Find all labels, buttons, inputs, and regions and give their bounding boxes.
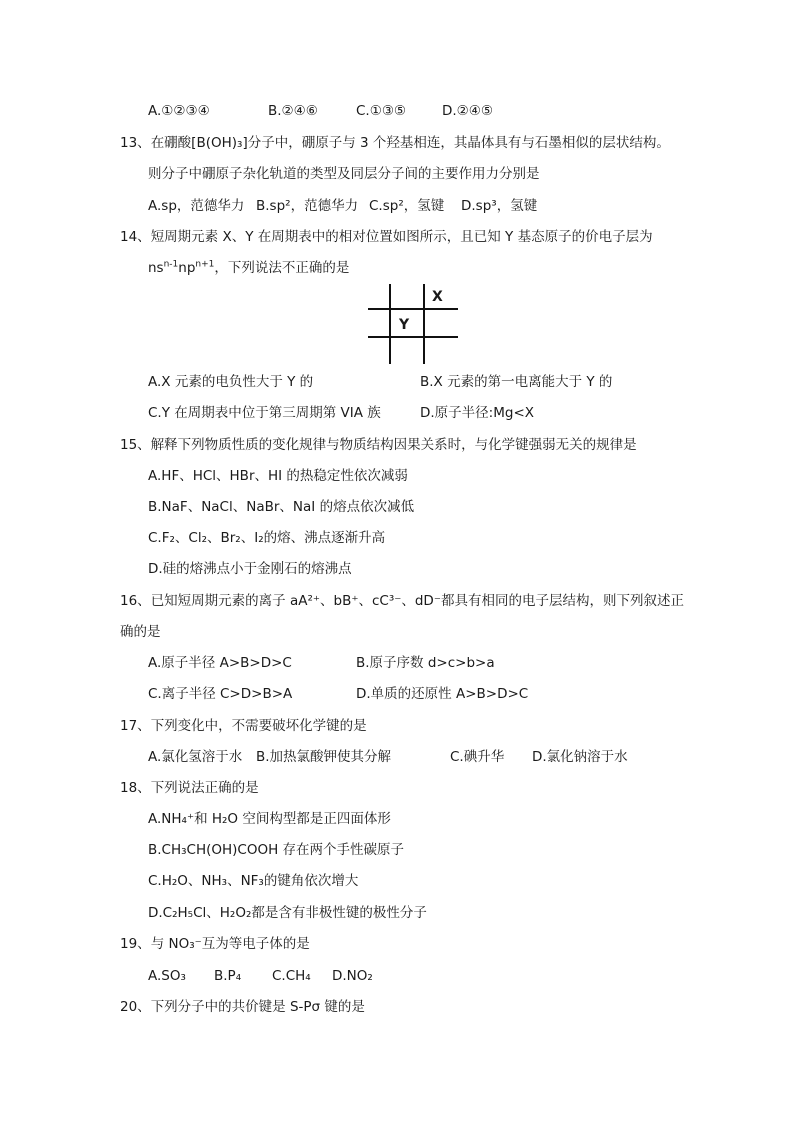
periodic-table-grid xyxy=(368,284,458,364)
q15-option-d: D.硅的熔沸点小于金刚石的熔沸点 xyxy=(148,561,352,577)
grid-hline-2 xyxy=(368,336,458,338)
question-19 xyxy=(120,934,310,954)
q14-option-a: A.X 元素的电负性大于 Y 的 xyxy=(148,374,314,390)
q17-option-d: D.氯化钠溶于水 xyxy=(532,749,628,765)
question-13 xyxy=(120,133,670,153)
grid-vline-2 xyxy=(423,284,425,364)
q15-option-b: B.NaF、NaCl、NaBr、NaI 的熔点依次减低 xyxy=(148,499,415,515)
q17-number: 17、 xyxy=(120,718,151,734)
q15-stem: 解释下列物质性质的变化规律与物质结构因果关系时，与化学键强弱无关的规律是 xyxy=(150,437,637,453)
q16-option-c: C.离子半径 C>D>B>A xyxy=(148,686,293,702)
q17-option-c: C.碘升华 xyxy=(450,749,505,765)
question-17 xyxy=(120,716,367,736)
question-16 xyxy=(120,591,684,611)
q12-option-c: C.①③⑤ xyxy=(356,103,407,119)
question-18 xyxy=(120,778,259,798)
q18-stem: 下列说法正确的是 xyxy=(150,780,259,796)
grid-vline-1 xyxy=(389,284,391,364)
q18-option-b: B.CH₃CH(OH)COOH 存在两个手性碳原子 xyxy=(148,842,405,858)
q16-option-a: A.原子半径 A>B>D>C xyxy=(148,655,292,671)
q12-options xyxy=(148,101,493,121)
q14-option-b: B.X 元素的第一电离能大于 Y 的 xyxy=(420,374,613,390)
q19-stem: 与 NO₃⁻互为等电子体的是 xyxy=(150,936,310,952)
q14-config-sup1: n-1 xyxy=(163,259,179,270)
q13-number: 13、 xyxy=(120,135,151,151)
q20-number: 20、 xyxy=(120,999,151,1015)
q14-option-c: C.Y 在周期表中位于第三周期第 VIA 族 xyxy=(148,405,381,421)
q15-option-a: A.HF、HCl、HBr、HI 的热稳定性依次减弱 xyxy=(148,468,408,484)
q18-option-c: C.H₂O、NH₃、NF₃的键角依次增大 xyxy=(148,873,359,889)
q18-option-a: A.NH₄⁺和 H₂O 空间构型都是正四面体形 xyxy=(148,811,391,827)
q16-stem-line1: 已知短周期元素的离子 aA²⁺、bB⁺、cC³⁻、dD⁻都具有相同的电子层结构，则下列叙述正 xyxy=(150,593,684,609)
q18-number: 18、 xyxy=(120,780,151,796)
q19-option-c: C.CH₄ xyxy=(272,968,311,984)
q12-option-a: A.①②③④ xyxy=(148,103,210,119)
grid-cell-y: Y xyxy=(399,317,410,333)
q19-option-d: D.NO₂ xyxy=(332,968,373,984)
q19-options xyxy=(148,966,373,986)
q17-stem: 下列变化中，不需要破坏化学键的是 xyxy=(150,718,367,734)
q12-option-b: B.②④⑥ xyxy=(268,103,318,119)
q19-option-b: B.P₄ xyxy=(214,968,242,984)
q16-option-b: B.原子序数 d>c>b>a xyxy=(356,655,495,671)
q14-stem-line1: 短周期元素 X、Y 在周期表中的相对位置如图所示，且已知 Y 基态原子的价电子层为 xyxy=(150,229,653,245)
q19-option-a: A.SO₃ xyxy=(148,968,186,984)
q13-stem-line2: 则分子中硼原子杂化轨道的类型及同层分子间的主要作用力分别是 xyxy=(148,166,540,182)
q14-stem-line2 xyxy=(148,258,349,278)
q13-option-d: D.sp³，氢键 xyxy=(461,198,538,214)
q14-option-d: D.原子半径:Mg<X xyxy=(420,405,535,421)
q15-number: 15、 xyxy=(120,437,151,453)
q20-stem: 下列分子中的共价键是 S-Pσ 键的是 xyxy=(150,999,365,1015)
grid-cell-x: X xyxy=(432,289,443,305)
q13-option-b: B.sp²，范德华力 xyxy=(256,198,359,214)
q17-options xyxy=(148,747,628,767)
q16-option-d: D.单质的还原性 A>B>D>C xyxy=(356,686,529,702)
q14-config-ns: ns xyxy=(148,260,164,276)
q16-number: 16、 xyxy=(120,593,151,609)
q13-option-a: A.sp，范德华力 xyxy=(148,198,245,214)
q13-option-c: C.sp²，氢键 xyxy=(369,198,445,214)
question-14 xyxy=(120,227,653,247)
q13-options xyxy=(148,196,537,216)
q14-stem-tail: ，下列说法不正确的是 xyxy=(214,260,350,276)
q12-option-d: D.②④⑤ xyxy=(442,103,493,119)
q17-option-a: A.氯化氢溶于水 xyxy=(148,749,243,765)
q17-option-b: B.加热氯酸钾使其分解 xyxy=(256,749,392,765)
q19-number: 19、 xyxy=(120,936,151,952)
q13-stem-line1: 在硼酸[B(OH)₃]分子中，硼原子与 3 个羟基相连，其晶体具有与石墨相似的层状结构。 xyxy=(150,135,670,151)
q14-config-np: np xyxy=(178,260,196,276)
question-20 xyxy=(120,997,365,1017)
q15-option-c: C.F₂、Cl₂、Br₂、I₂的熔、沸点逐渐升高 xyxy=(148,530,386,546)
q14-config-sup2: n+1 xyxy=(195,259,215,270)
q18-option-d: D.C₂H₅Cl、H₂O₂都是含有非极性键的极性分子 xyxy=(148,905,427,921)
grid-hline-1 xyxy=(368,308,458,310)
q16-stem-line2: 确的是 xyxy=(120,624,161,640)
q14-number: 14、 xyxy=(120,229,151,245)
question-15 xyxy=(120,435,637,455)
